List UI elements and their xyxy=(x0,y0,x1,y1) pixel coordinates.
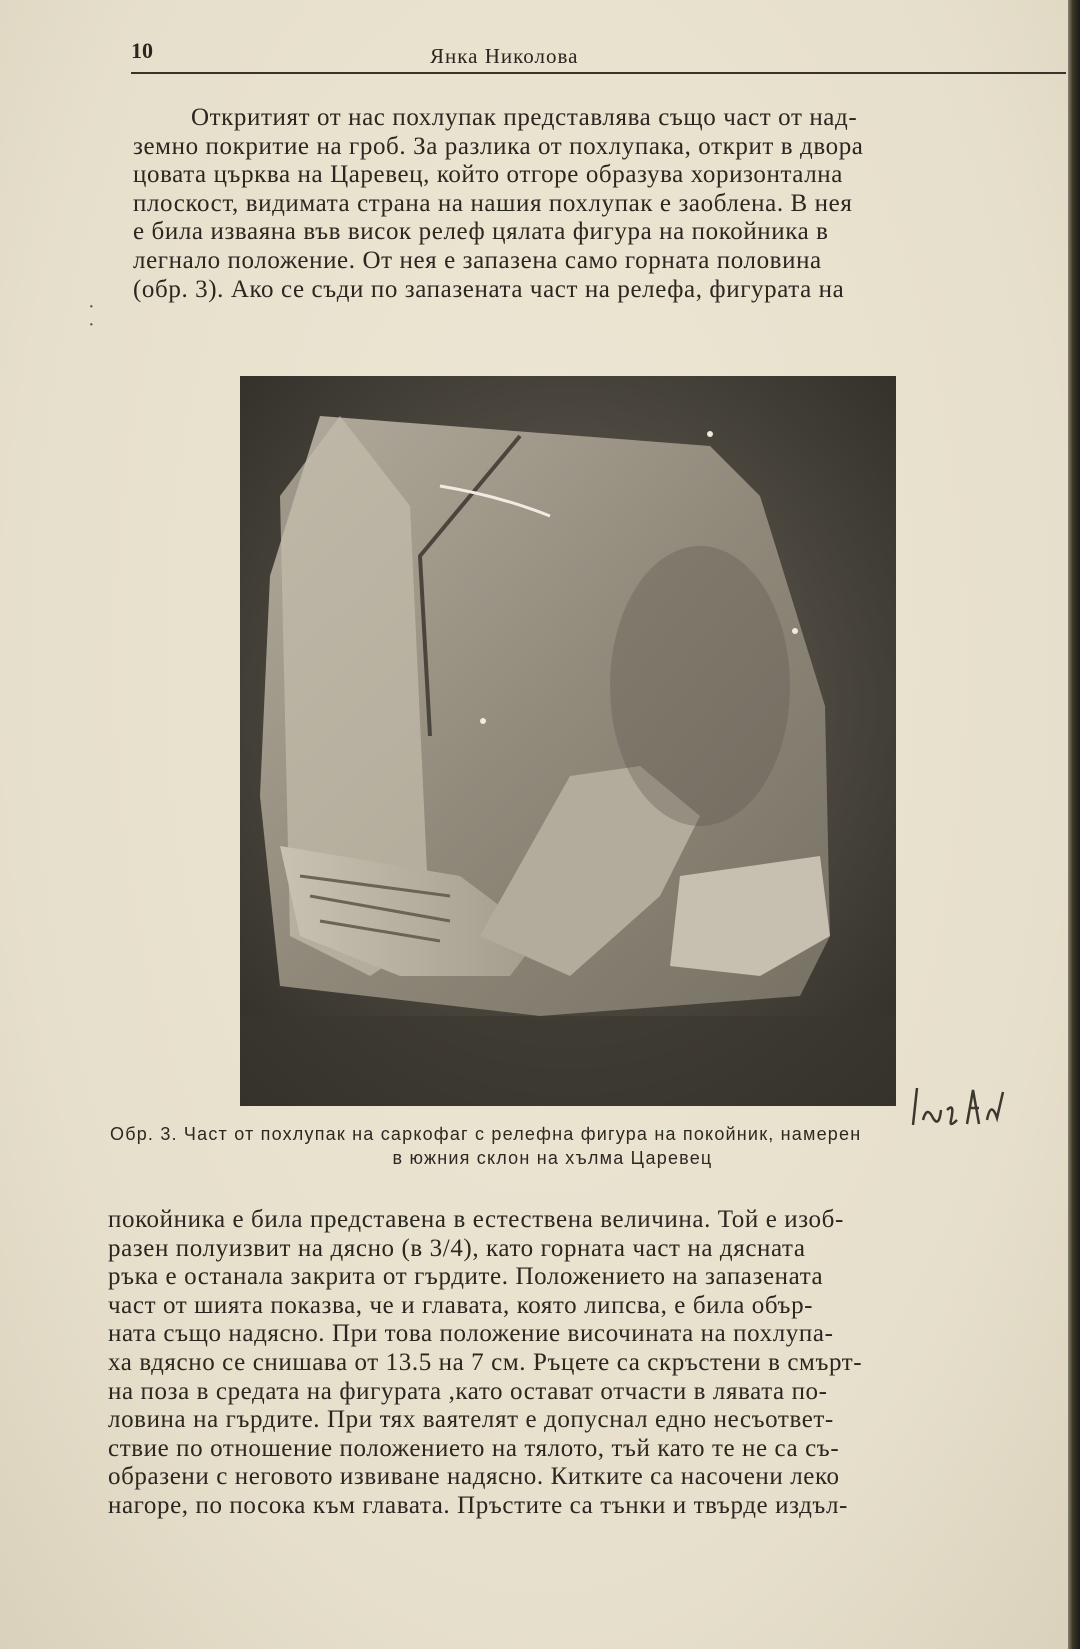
text-line: ствие по отношение положението на тялото, тъй като те не са съ- xyxy=(108,1434,840,1462)
adjacent-page-edge xyxy=(1068,0,1080,1649)
text-line: ловина на гърдите. При тях ваятелят е допуснал едно несъответ- xyxy=(108,1406,834,1434)
text-line: нагоре, по посока към главата. Пръстите са тънки и твърде издъл- xyxy=(108,1491,848,1519)
sarcophagus-relief-image xyxy=(240,376,896,1106)
text-line: покойника е била представена в естествена величина. Той е изоб- xyxy=(108,1206,844,1233)
header-rule xyxy=(131,72,1066,74)
page-number: 10 xyxy=(131,38,153,63)
text-line: разен полуизвит на дясно (в 3/4), като горната част на дясната xyxy=(108,1234,806,1262)
text-line: земно покритие на гроб. За разлика от похлупака, открит в двора xyxy=(133,132,864,160)
text-line: цовата църква на Царевец, който отгоре образува хоризонтална xyxy=(133,161,843,189)
relief-photograph xyxy=(240,376,896,1106)
text-line: на поза в средата на фигурата ,като остават отчасти в лявата по- xyxy=(108,1377,828,1405)
margin-dot: · xyxy=(88,314,95,336)
text-line: част от шията показва, че и главата, която липсва, е била обър- xyxy=(108,1291,814,1319)
caption-line: Обр. 3. Част от похлупак на саркофаг с релефна фигура на покойник, намерен xyxy=(110,1124,862,1144)
running-head-author: Янка Николова xyxy=(430,44,579,68)
margin-dot: · xyxy=(88,296,95,318)
text-line: образени с неговото извиване надясно. Китките са насочени леко xyxy=(108,1463,840,1491)
text-line: е била изваяна във висок релеф цялата фигура на покойника в xyxy=(133,218,829,246)
text-line: ната също надясно. При това положение височината на похлупа- xyxy=(108,1320,834,1348)
body-text-top xyxy=(133,104,1068,304)
text-line: плоскост, видимата страна на нашия похлупак е заоблена. В нея xyxy=(133,189,853,217)
text-line: ръка е останала закрита от гърдите. Положението на запазената xyxy=(108,1263,824,1291)
text-line: легнало положение. От нея е запазена само горната половина xyxy=(133,246,822,274)
text-line: ха вдясно се снишава от 13.5 на 7 см. Ръцете са скръстени в смърт- xyxy=(108,1348,863,1376)
text-line: Откритият от нас похлупак представлява също част от над- xyxy=(191,104,858,131)
text-line: (обр. 3). Ако се съди по запазената част на релефа, фигурата на xyxy=(133,275,845,303)
caption-line: в южния склон на хълма Царевец xyxy=(392,1148,713,1168)
body-text-bottom xyxy=(108,1206,1063,1521)
figure-caption xyxy=(110,1122,1065,1170)
